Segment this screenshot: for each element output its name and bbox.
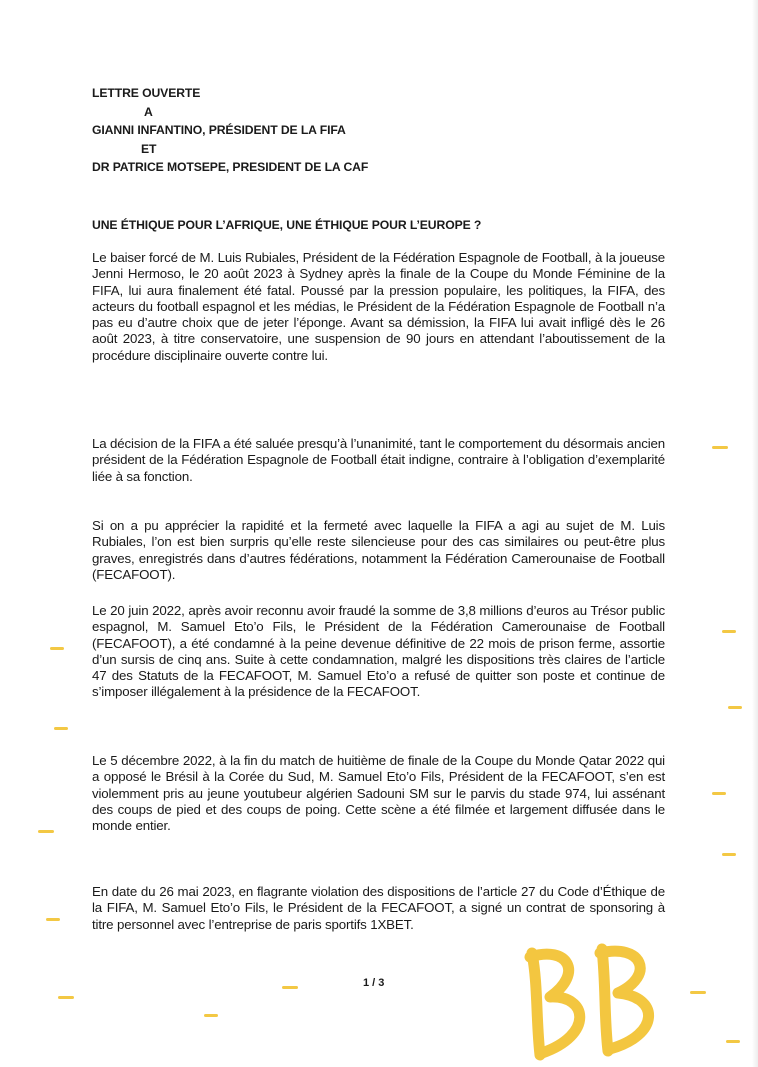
signature-stroke-b1: [532, 953, 540, 1055]
annotation-mark: [722, 853, 736, 856]
page-number: 1 / 3: [363, 977, 385, 989]
header-line-title: LETTRE OUVERTE: [92, 86, 201, 100]
annotation-mark: [282, 986, 298, 989]
annotation-mark: [722, 630, 736, 633]
paragraph-1: Le baiser forcé de M. Luis Rubiales, Président de la Fédération Espagnole de Football, à la joueuse Jenni Hermoso, le 20 août 2023 à Sydney après la finale de la Coupe du Monde Féminine de la FIFA, lui aura finalement été fatal. Poussé par la pression populaire, les politiques, la FIFA, des acteurs du football espagnol et les médias, le Président de la Fédération Espagnole de Football n’a pas eu d’autre choix que de jeter l’éponge. Avant sa démission, la FIFA lui avait infligé dès le 26 août 2023, à titre conservatoire, une suspension de 90 jours en attendant l’aboutissement de la procédure disciplinaire ouverte contre lui.: [92, 250, 665, 363]
page-edge-shadow: [752, 0, 758, 1067]
annotation-mark: [712, 792, 726, 795]
paragraph-5: Le 5 décembre 2022, à la fin du match de huitième de finale de la Coupe du Monde Qatar 2022 qui a opposé le Brésil à la Corée du Sud, M. Samuel Eto’o Fils, Président de la FECAFOOT, s’en est violemment pris au jeune youtubeur algérien Sadouni SM sur le parvis du stade 974, lui assénant des coups de pied et des coups de poing. Cette scène a été filmée et largement diffusée dans le monde entier.: [92, 753, 665, 834]
annotation-mark: [204, 1014, 218, 1017]
header-line-a: A: [144, 104, 153, 119]
annotation-mark: [728, 706, 742, 709]
header-line-et: ET: [141, 141, 157, 156]
annotation-mark: [46, 918, 60, 921]
paragraph-6: En date du 26 mai 2023, en flagrante violation des dispositions de l’article 27 du Code d’Éthique de la FIFA, M. Samuel Eto’o Fils, le Président de la FECAFOOT, a signé un contrat de sponsoring à titre personnel avec l’entreprise de paris sportifs 1XBET.: [92, 884, 665, 932]
annotation-mark: [50, 647, 64, 650]
annotation-mark: [38, 830, 54, 833]
annotation-mark: [726, 1040, 740, 1043]
header-line-recipient-1: GIANNI INFANTINO, PRÉSIDENT DE LA FIFA: [92, 123, 346, 137]
handwritten-signature: [510, 935, 670, 1065]
paragraph-2: La décision de la FIFA a été saluée presqu’à l’unanimité, tant le comportement du désormais ancien président de la Fédération Espagnole de Football était indigne, contraire à l’obligation d’exemplarité liée à sa fonction.: [92, 436, 665, 484]
header-line-recipient-2: DR PATRICE MOTSEPE, PRESIDENT DE LA CAF: [92, 160, 369, 174]
annotation-mark: [712, 446, 728, 449]
letter-subject: UNE ÉTHIQUE POUR L’AFRIQUE, UNE ÉTHIQUE POUR L’EUROPE ?: [92, 218, 482, 232]
paragraph-4: Le 20 juin 2022, après avoir reconnu avoir fraudé la somme de 3,8 millions d’euros au Trésor public espagnol, M. Samuel Eto’o Fils, le Président de la Fédération Camerounaise de Football (FECAFOOT), a été condamné à la peine devenue définitive de 22 mois de prison ferme, assortie d’un sursis de cinq ans. Suite à cette condamnation, malgré les dispositions très claires de l’article 47 des Statuts de la FECAFOOT, M. Samuel Eto’o a refusé de quitter son poste et continue de s’imposer illégalement à la présidence de la FECAFOOT.: [92, 603, 665, 700]
annotation-mark: [58, 996, 74, 999]
annotation-mark: [54, 727, 68, 730]
letter-header: [92, 84, 368, 177]
signature-stroke-b2: [602, 949, 608, 1051]
annotation-mark: [690, 991, 706, 994]
paragraph-3: Si on a pu apprécier la rapidité et la fermeté avec laquelle la FIFA a agi au sujet de M. Luis Rubiales, l’on est bien surpris qu’elle reste silencieuse pour des cas similaires ou peut-être plus graves, enregistrés dans d’autres fédérations, notamment la Fédération Camerounaise de Football (FECAFOOT).: [92, 518, 665, 582]
